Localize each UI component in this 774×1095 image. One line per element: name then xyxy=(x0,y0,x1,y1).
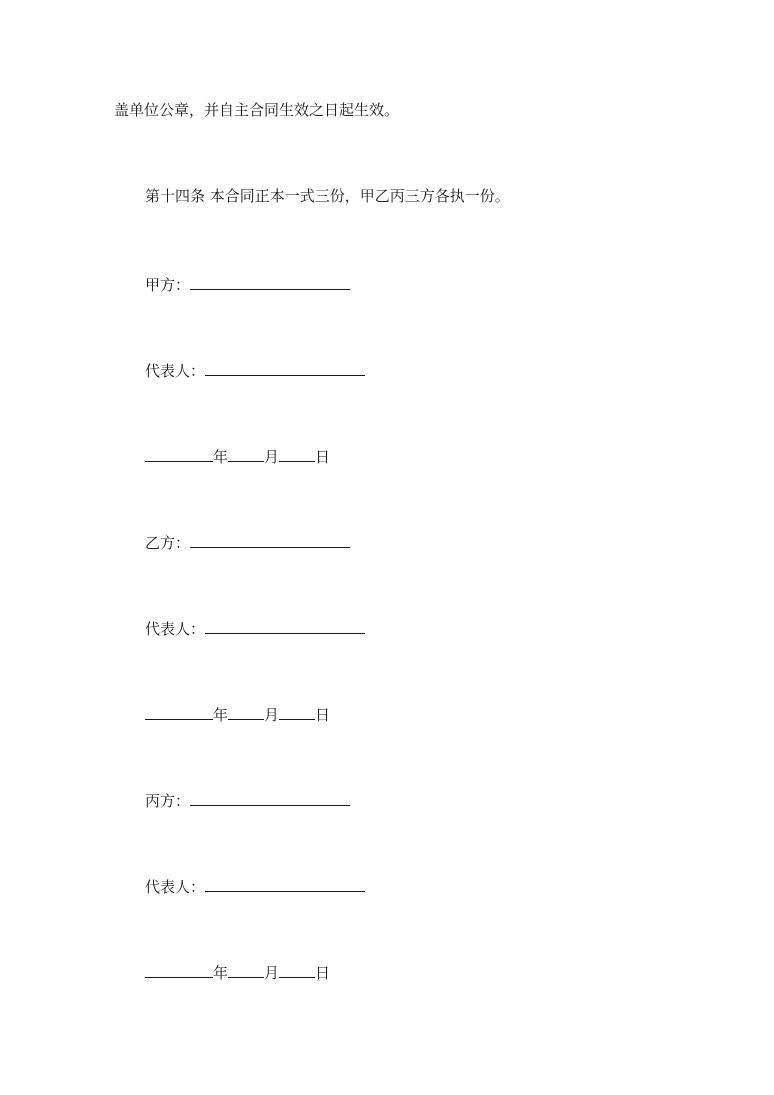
party-a-line xyxy=(145,274,350,295)
year-label: 年 xyxy=(213,964,229,982)
day-label: 日 xyxy=(315,964,331,982)
party-b-blank[interactable] xyxy=(190,532,350,548)
party-b-day-blank[interactable] xyxy=(279,704,315,720)
party-b-date-line xyxy=(145,704,330,725)
party-b-year-blank[interactable] xyxy=(145,704,213,720)
party-c-rep-blank[interactable] xyxy=(205,876,365,892)
month-label: 月 xyxy=(264,448,280,466)
party-c-rep-label: 代表人： xyxy=(145,878,206,896)
party-a-date-line xyxy=(145,446,330,467)
party-a-label: 甲方： xyxy=(145,276,191,294)
year-label: 年 xyxy=(213,706,229,724)
party-c-day-blank[interactable] xyxy=(279,962,315,978)
party-c-line xyxy=(145,790,350,811)
seal-clause-text: 盖单位公章，并自主合同生效之日起生效。 xyxy=(114,101,400,119)
year-label: 年 xyxy=(213,448,229,466)
party-c-rep-line xyxy=(145,876,365,897)
party-b-month-blank[interactable] xyxy=(228,704,264,720)
party-c-year-blank[interactable] xyxy=(145,962,213,978)
article-14-text: 第十四条 本合同正本一式三份，甲乙丙三方各执一份。 xyxy=(145,187,510,205)
party-a-rep-blank[interactable] xyxy=(205,360,365,376)
day-label: 日 xyxy=(315,706,331,724)
party-c-date-line xyxy=(145,962,330,983)
party-a-rep-label: 代表人： xyxy=(145,362,206,380)
party-b-line xyxy=(145,532,350,553)
party-b-rep-line xyxy=(145,618,365,639)
article-14 xyxy=(145,186,510,206)
party-b-label: 乙方： xyxy=(145,534,191,552)
party-a-rep-line xyxy=(145,360,365,381)
day-label: 日 xyxy=(315,448,331,466)
party-c-month-blank[interactable] xyxy=(228,962,264,978)
party-a-blank[interactable] xyxy=(190,274,350,290)
party-a-year-blank[interactable] xyxy=(145,446,213,462)
party-b-rep-blank[interactable] xyxy=(205,618,365,634)
party-a-month-blank[interactable] xyxy=(228,446,264,462)
party-a-day-blank[interactable] xyxy=(279,446,315,462)
party-c-blank[interactable] xyxy=(190,790,350,806)
month-label: 月 xyxy=(264,964,280,982)
seal-clause xyxy=(114,100,399,120)
party-b-rep-label: 代表人： xyxy=(145,620,206,638)
month-label: 月 xyxy=(264,706,280,724)
party-c-label: 丙方： xyxy=(145,792,191,810)
